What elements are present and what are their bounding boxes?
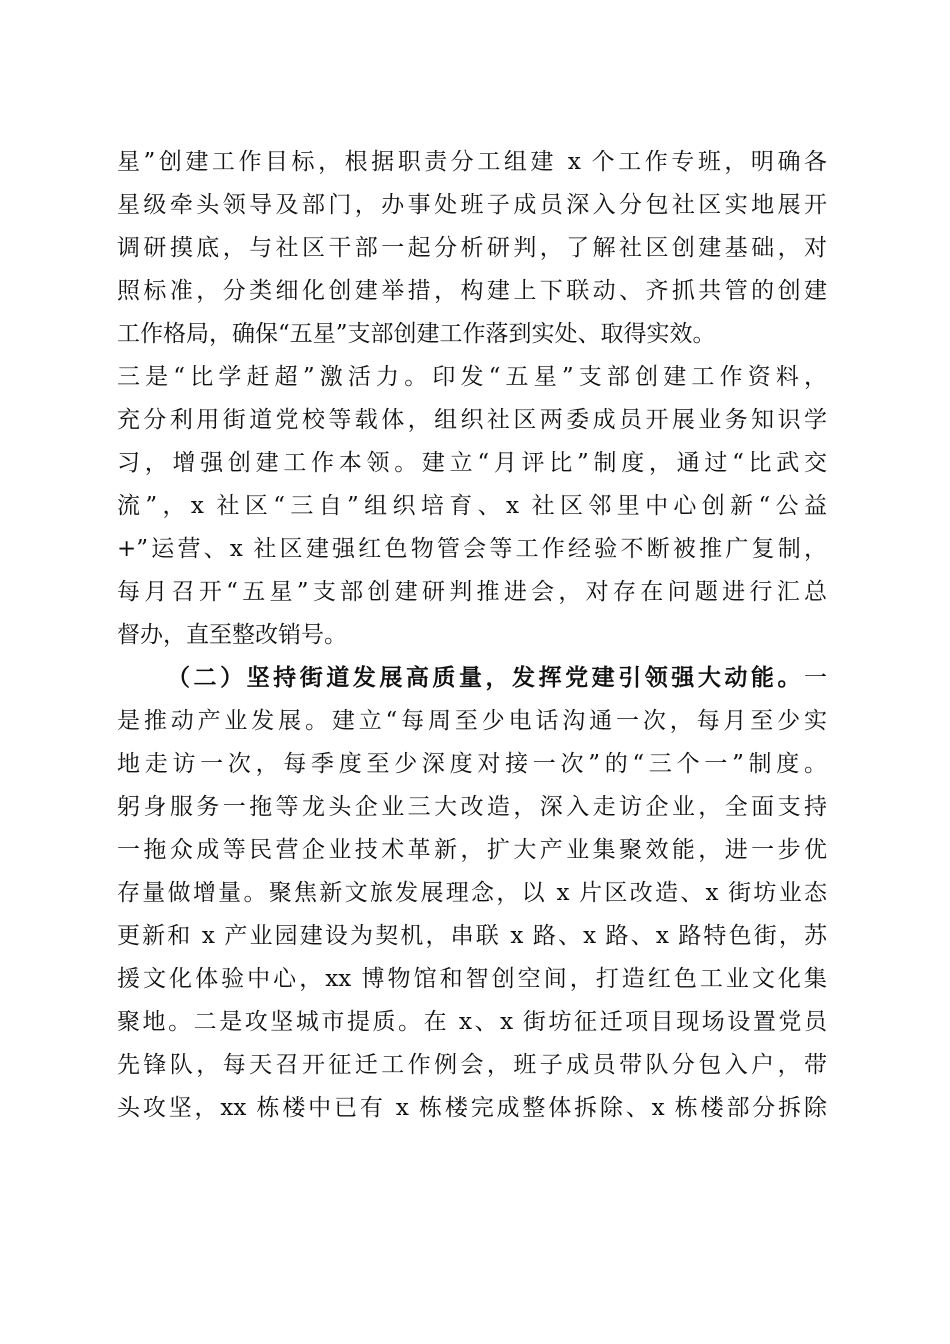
text-line: 援文化体验中心，xx 博物馆和智创空间，打造红色工业文化集: [117, 966, 827, 992]
text-line: 调研摸底，与社区干部一起分析研判，了解社区创建基础，对: [117, 235, 827, 261]
text-line: 照标准，分类细化创建举措，构建上下联动、齐抓共管的创建: [117, 278, 827, 304]
text-line: 头攻坚，xx 栋楼中已有 x 栋楼完成整体拆除、x 栋楼部分拆除: [117, 1095, 827, 1121]
text-line: +”运营、x 社区建强红色物管会等工作经验不断被推广复制，: [117, 536, 827, 562]
text-line: 更新和 x 产业园建设为契机，串联 x 路、x 路、x 路特色街，苏: [117, 923, 827, 949]
text-line: 一拖众成等民营企业技术革新，扩大产业集聚效能，进一步优: [117, 837, 827, 863]
text-line: 每月召开“五星”支部创建研判推进会，对存在问题进行汇总: [117, 579, 827, 605]
text-line: 聚地。二是攻坚城市提质。在 x、x 街坊征迁项目现场设置党员: [117, 1009, 827, 1035]
text-line: 习，增强创建工作本领。建立“月评比”制度，通过“比武交: [117, 450, 827, 476]
section-heading: （二）坚持街道发展高质量，发挥党建引领强大动能。: [167, 664, 804, 691]
text-line: 流”，x 社区“三自”组织培育、x 社区邻里中心创新“公益: [117, 493, 827, 519]
text-line: 是推动产业发展。建立“每周至少电话沟通一次，每月至少实: [117, 708, 827, 734]
text-line: 地走访一次，每季度至少深度对接一次”的“三个一”制度。: [117, 751, 827, 777]
text-line: 先锋队，每天召开征迁工作例会，班子成员带队分包入户，带: [117, 1052, 827, 1078]
section-heading-line: [167, 658, 827, 698]
text-line: 督办，直至整改销号。: [117, 622, 347, 648]
text-line: 三是“比学赶超”激活力。印发“五星”支部创建工作资料，: [117, 364, 827, 390]
text-line: 存量做增量。聚焦新文旅发展理念，以 x 片区改造、x 街坊业态: [117, 880, 827, 906]
text-line: 星级牵头领导及部门，办事处班子成员深入分包社区实地展开: [117, 192, 827, 218]
text-line: 充分利用街道党校等载体，组织社区两委成员开展业务知识学: [117, 407, 827, 433]
text-line: 星”创建工作目标，根据职责分工组建 x 个工作专班，明确各: [117, 149, 827, 175]
text-line: 躬身服务一拖等龙头企业三大改造，深入走访企业，全面支持: [117, 794, 827, 820]
heading-tail-text: 一: [804, 665, 827, 691]
text-line: 工作格局，确保“五星”支部创建工作落到实处、取得实效。: [117, 321, 716, 347]
